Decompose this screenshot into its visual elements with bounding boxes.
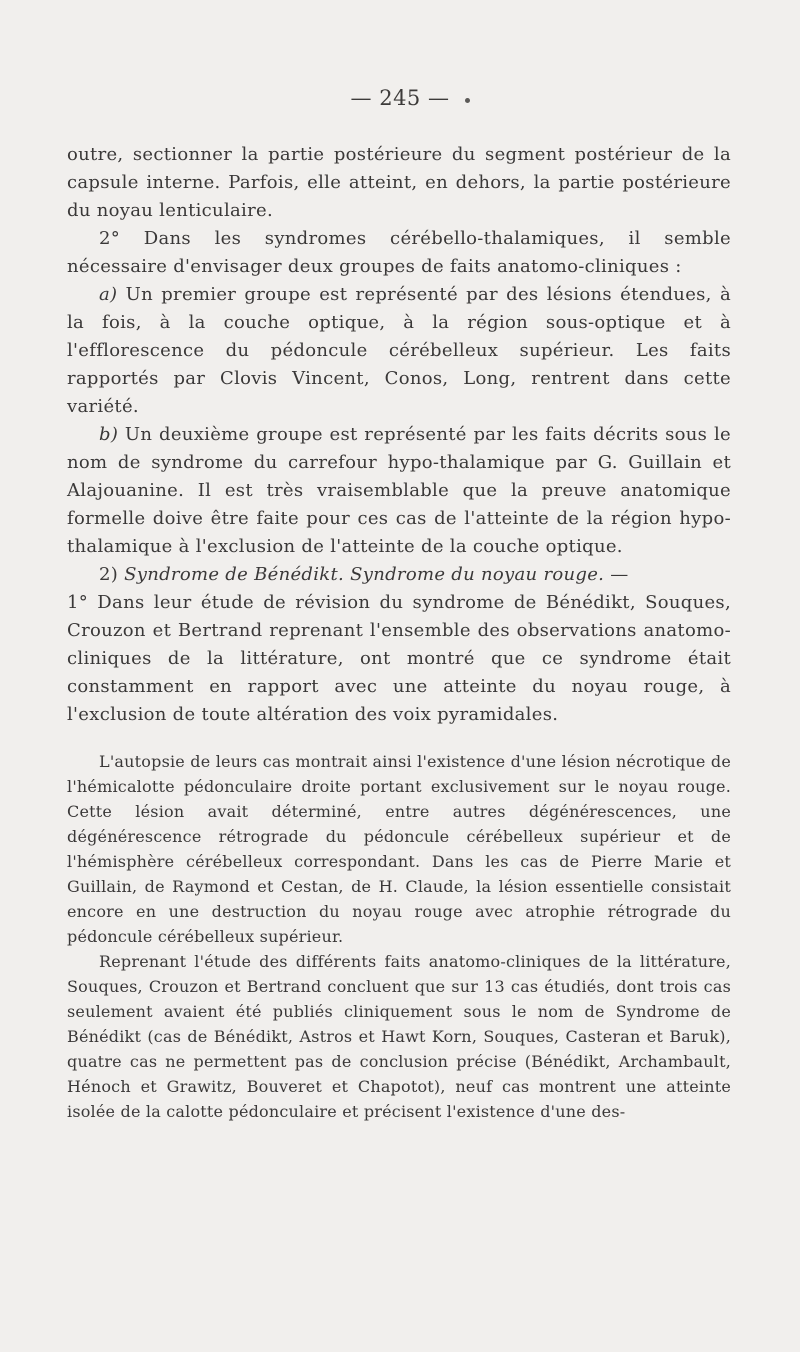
- list-label: a): [99, 284, 118, 305]
- paragraph: outre, sectionner la partie postérieure du segment postérieur de la capsule interne. Parfois, elle atteint, en dehors, la partie postérieure du noyau lenticulaire.: [67, 144, 731, 221]
- section-dash: —: [604, 564, 629, 585]
- paragraph-text: Un deuxième groupe est représenté par les faits décrits sous le nom de syndrome du carrefour hypo-thalamique par G. Guillain et Alajouanine. Il est très vraisemblable que la preuve anatomique formelle doive être faite pour ces cas de l'atteinte de la région hypo-thalamique à l'exclusion de l'atteinte de la couche optique.: [67, 424, 731, 557]
- ink-dot: [465, 98, 470, 103]
- small-print-section: [67, 749, 731, 1124]
- paragraph-text: Un premier groupe est représenté par des lésions étendues, à la fois, à la couche optique, à la région sous-optique et à l'efflorescence du pédoncule cérébelleux supérieur. Les faits rapportés par Clovis Vincent, Conos, Long, rentrent dans cette variété.: [67, 284, 731, 417]
- paragraph: L'autopsie de leurs cas montrait ainsi l'existence d'une lésion nécrotique de l'hémicalotte pédonculaire droite portant exclusivement sur le noyau rouge. Cette lésion avait déterminé, entre autres dégénérescences, une dégénérescence rétrograde du pédoncule cérébelleux supérieur et de l'hémisphère cérébelleux correspondant. Dans les cas de Pierre Marie et Guillain, de Raymond et Cestan, de H. Claude, la lésion essentielle consistait encore en une destruction du noyau rouge avec atrophie rétrograde du pédoncule cérébelleux supérieur.: [67, 752, 731, 946]
- page-body: [67, 141, 731, 1124]
- paragraph: 2° Dans les syndromes cérébello-thalamiques, il semble nécessaire d'envisager deux groupes de faits anatomo-cliniques :: [67, 228, 731, 277]
- paragraph: [67, 281, 731, 421]
- main-text: [67, 141, 731, 729]
- page-header: [0, 86, 800, 110]
- section-heading: [67, 561, 731, 589]
- paragraph: [67, 421, 731, 561]
- list-label: b): [99, 424, 119, 445]
- section-number: 2): [99, 564, 125, 585]
- paragraph: 1° Dans leur étude de révision du syndrome de Bénédikt, Souques, Crouzon et Bertrand reprenant l'ensemble des observations anatomo-cliniques de la littérature, ont montré que ce syndrome était constamment en rapport avec une atteinte du noyau rouge, à l'exclusion de toute altération des voix pyramidales.: [67, 592, 731, 725]
- section-title: Syndrome de Bénédikt. Syndrome du noyau rouge.: [124, 564, 605, 585]
- paragraph: Reprenant l'étude des différents faits anatomo-cliniques de la littérature, Souques, Crouzon et Bertrand concluent que sur 13 cas étudiés, dont trois cas seulement avaient été publiés cliniquement sous le nom de Syndrome de Bénédikt (cas de Bénédikt, Astros et Hawt Korn, Souques, Casteran et Baruk), quatre cas ne permettent pas de conclusion précise (Bénédikt, Archambault, Hénoch et Grawitz, Bouveret et Chapotot), neuf cas montrent une atteinte isolée de la calotte pédonculaire et précisent l'existence d'une des-: [67, 952, 731, 1121]
- page-number: — 245 —: [350, 86, 450, 110]
